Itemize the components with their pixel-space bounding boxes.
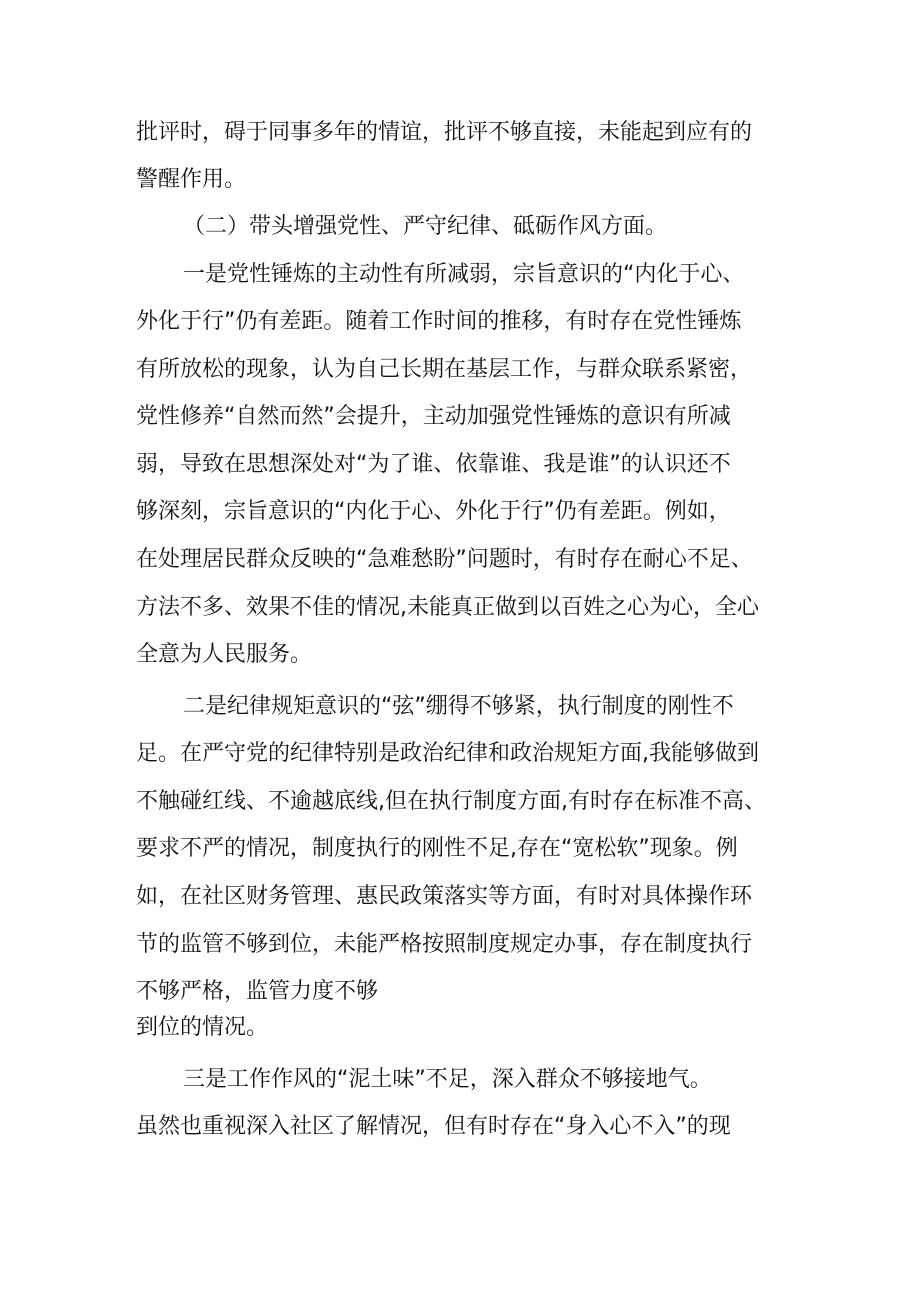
text-line: 批评时，碍于同事多年的情谊，批评不够直接，未能起到应有的 [136, 120, 753, 145]
text-line: 如，在社区财务管理、惠民政策落实等方面，有时对具体操作环 [136, 884, 753, 909]
text-line: 到位的情况。 [136, 1015, 269, 1040]
text-line: 二是纪律规矩意识的“弦”绷得不够紧，执行制度的刚性不 [183, 694, 734, 719]
text-line: 够深刻，宗旨意识的“内化于心、外化于行”仍有差距。例如， [136, 499, 731, 524]
text-line: 方法不多、效果不佳的情况,未能真正做到以百姓之心为心，全心 [136, 595, 759, 620]
text-line: 弱，导致在思想深处对“为了谁、依靠谁、我是谁”的认识还不 [136, 452, 731, 477]
text-line: 党性修养“自然而然”会提升，主动加强党性锤炼的意识有所减 [136, 404, 731, 429]
text-line: 有所放松的现象，认为自己长期在基层工作，与群众联系紧密， [136, 357, 753, 382]
text-line: 外化于行”仍有差距。随着工作时间的推移，有时存在党性锤炼 [136, 309, 742, 334]
text-line: 要求不严的情况，制度执行的刚性不足,存在“宽松软”现象。例 [136, 836, 738, 861]
text-line: 全意为人民服务。 [136, 642, 313, 667]
text-line: 不触碰红线、不逾越底线,但在执行制度方面,有时存在标准不高、 [136, 789, 766, 814]
text-line: 一是党性锤炼的主动性有所减弱，宗旨意识的“内化于心、 [183, 262, 745, 287]
text-line: 三是工作作风的“泥土味”不足，深入群众不够接地气。 [183, 1067, 712, 1092]
text-line: 在处理居民群众反映的“急难愁盼”问题时，有时存在耐心不足、 [136, 547, 753, 572]
text-line: 不够严格，监管力度不够 [136, 979, 379, 1004]
section-heading: （二）带头增强党性、严守纪律、砥砺作风方面。 [183, 214, 668, 239]
text-line: 虽然也重视深入社区了解情况，但有时存在“身入心不入”的现 [136, 1114, 731, 1139]
text-line: 足。在严守党的纪律特别是政治纪律和政治规矩方面,我能够做到 [136, 741, 759, 766]
text-line: 警醒作用。 [136, 167, 247, 192]
text-line: 节的监管不够到位，未能严格按照制度规定办事，存在制度执行 [136, 932, 753, 957]
